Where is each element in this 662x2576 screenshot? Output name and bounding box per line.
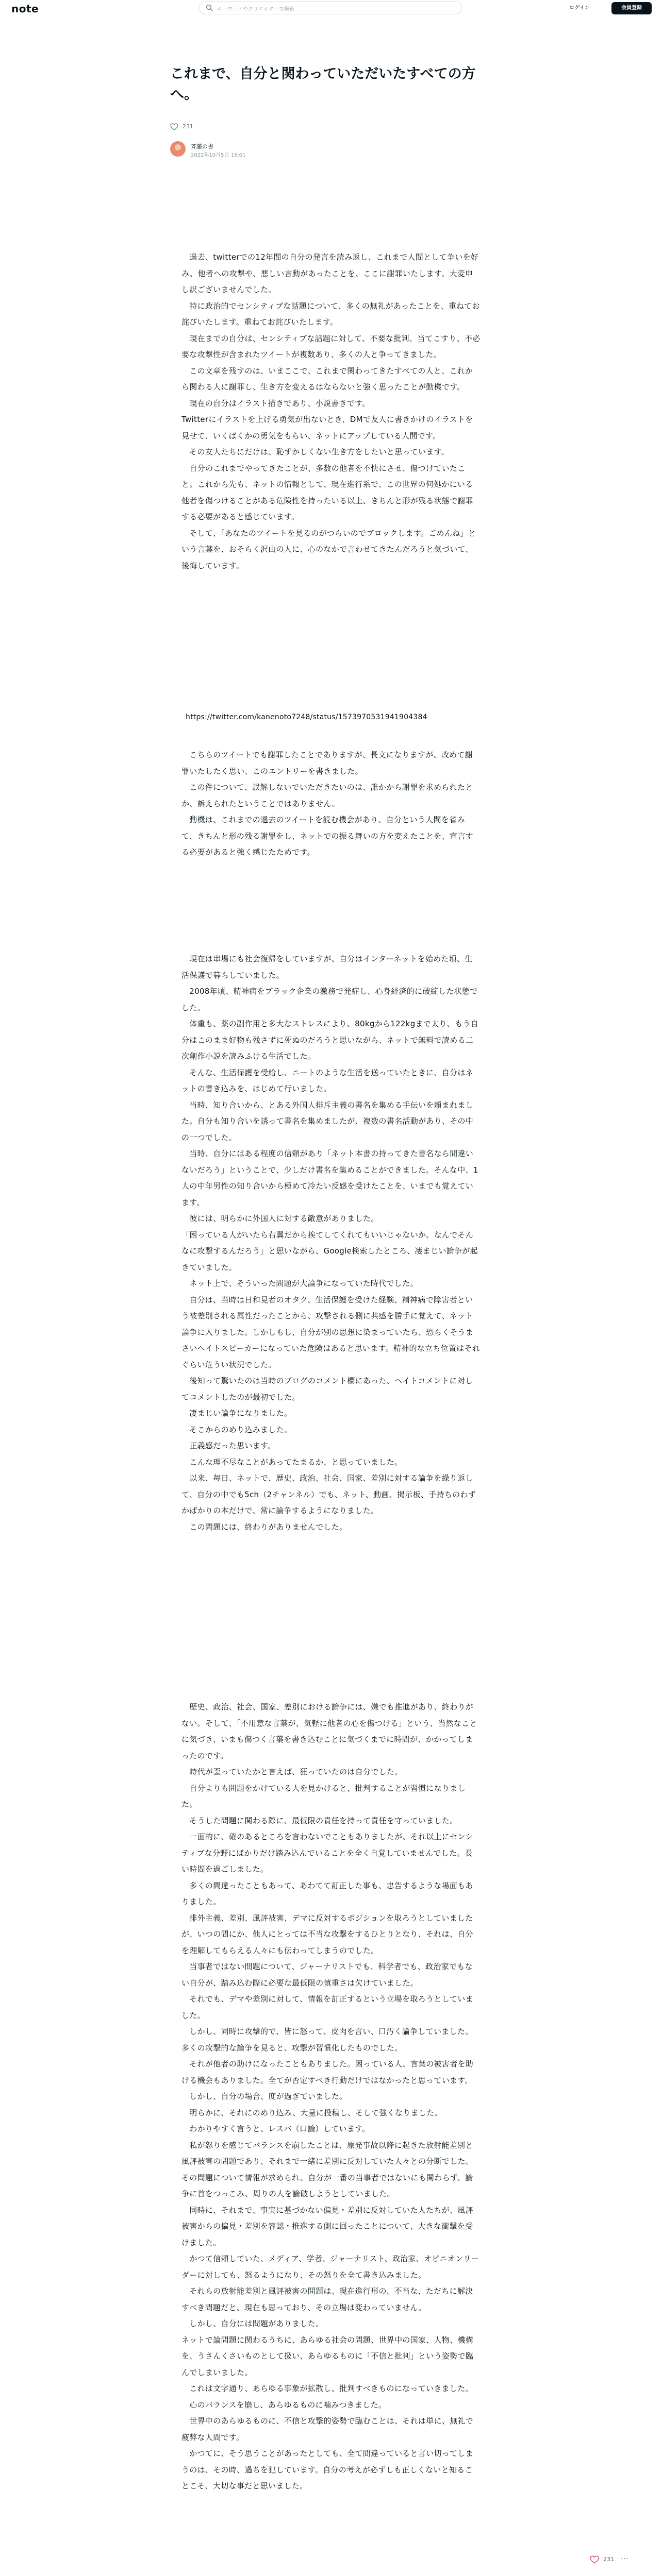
search-icon — [206, 4, 213, 11]
login-button[interactable]: ログイン — [569, 5, 590, 11]
floating-like-button[interactable] — [590, 2553, 647, 2566]
heart-icon[interactable] — [590, 2555, 599, 2564]
site-header — [0, 0, 662, 18]
author-block[interactable] — [170, 139, 376, 165]
search-placeholder: キーワードやクリエイターで検索 — [217, 7, 294, 12]
signup-button[interactable]: 会員登録 — [611, 2, 652, 14]
tweet-link[interactable]: https://twitter.com/kanenoto7248/status/1573970531941904384 — [186, 713, 427, 721]
article-title: これまで、自分と関わっていただいたすべての方へ。 — [170, 66, 476, 103]
paragraph: 現在は串場にも社会復帰をしていますが、自分はインターネットを始めた頃、生活保護で暮らしていました。 2008年頃、精神病をブラック企業の激務で発症し、心身経済的に破綻した状態でした。 体重も、薬の副作用と多大なストレスにより、80kgから122kgまで太り、もう自分はこのまま好物も残さずに死ぬのだろうと思いながら、ネットで無料で読める二次創作小説を読みふける生活でした。 そんな、生活保護を受給し、ニートのような生活を送っていたときに、自分はネットの書き込みを、はじめて行いました。 当時、知り合いから、とある外国人排斥主義の書名を集める手伝いを頼まれました。自分も知り合いを誘って書名を集めましたが、複数の書名活動があり、その中の一つでした。 当時、自分にはある程度の信頼があり「ネット本書の持ってきた書名なら間違いないだろう」ということで、少しだけ書名を集めることができました。そんな中、1人の中年男性の知り合いから極めて冷たい反感を受けたことを、いまでも覚えています。 彼には、明らかに外国人に対する敵意がありました。 「困っている人がいたら右翼だから挨てしてくれてもいいじゃないか。なんでそんなに攻撃するんだろう」と思いながら、Google検索したところ、凄まじい論争が起きていました。 ネット上で、そういった問題が大論争になっていた時代でした。 自分は、当時は日和見者のオタク、生活保護を受けた経験、精神病で障害者という被差別される属性だったことから、攻撃される側に共感を勝手に覚えて、ネット論争に入りました。しかしもし、自分が別の思想に染まっていたら、恐らくそうまさいヘイトスピーカーになっていた危険はあると思います。精神的な立ち位置はそれぐらい危うい状況でした。 後知って驚いたのは当時のブログのコメント欄にあった、ヘイトコメントに対してコメントしたのが最初でした。 凄まじい論争になりました。 そこからのめり込みました。 正義感だった思います。 こんな理不尽なことがあってたまるか、と思っていました。 以来、毎日、ネットで、歴史、政治、社会、国家、差別に対する論争を繰り返して、自分の中でも5ch（2チャンネル）でも、ネット、動画、掲示板、手持ちのわずかばかりの本だけで、常に論争するようになりました。 この問題には、終わりがありませんでした。 — [181, 954, 481, 1532]
like-count: 231 — [183, 123, 193, 130]
paragraph: こちらのツイートでも謝罪したことでありますが、長文になりますが、改めて謝罪いたしたく思い、このエントリーを書きました。 この件について、誤解しないでいただきたいのは、誰かから謝罪を求められたとか、訴えられたということではありません。 動機は、これまでの過去のツイートを読む機会があり、自分という人間を省みて、きちんと形の残る謝罪をし、ネットでの振る舞いの方を変えたことを、宣言する必要があると強く感じたためです。 — [181, 750, 473, 857]
like-count: 231 — [603, 2556, 614, 2563]
note-logo[interactable]: note — [11, 3, 39, 15]
heart-icon[interactable] — [170, 123, 178, 131]
author-name[interactable]: 斉藤の書 — [191, 143, 213, 150]
search-input[interactable] — [199, 1, 462, 14]
avatar[interactable] — [170, 141, 186, 157]
paragraph: 歴史、政治、社会、国家、差別における論争には、嫌でも推進があり、終わりがない。そして、「不用意な言葉が、気軽に他者の心を傷つける」という、当然なことに気づき、いまも傷つく言葉を書き込むことに気づくまでに時間が、かかってしまったのです。 時代が歪っていたかと言えば、狂っていたのは自分でした。 自分よりも問題をかけている人を見かけると、批判することが習慣になりました。 そうした問題に関わる際に、最低限の責任を持って責任を守っていました。 一面的に、確のあるところを言わないでこともありましたが、それ以上にセンシティブな分野にばかりだけ踏み込んでいることを全く自覚していませんでした。長い時間を過ごしました。 多くの間違ったこともあって、あわてて訂正した事も、忠告するような場面もありました。 排外主義、差別、風評被害、デマに反対するポジションを取ろうとしていましたが、いつの間にか、他人にとっては不当な攻撃をするひとりとなり、それは、自分を理解してもらえる人々にも伝わってしまうのでした。 当事者ではない問題について、ジャーナリストでも、科学者でも、政治家でもない自分が、踏み込む際に必要な最低限の慎重さは欠けていました。 それでも、デマや差別に対して、情報を訂正するという立場を取ろうとしていました。 しかし、同時に攻撃的で、皆に怒って、皮肉を言い、口汚く論争していました。多くの攻撃的な論争を見ると、攻撃が習慣化したものでした。 それが他者の助けになったこともありました。困っている人、言葉の被害者を助ける機会もありました。全てが否定すべき行動だけではなかったと思っています。 しかし、自分の場合、度が過ぎていました。 明らかに、それにのめり込み、大量に投稿し、そして強くなりました。 わかりやすく言うと、レスバ（口論）しています。 私が怒りを感じてバランスを崩したことは、原発事故以降に起きた放射能差別と風評被害の問題であり、それまで一緒に差別に反対していた人々との分断でした。その問題について情報が求められ、自分が一番の当事者ではないにも関わらず、論争に首をつっこみ、周りの人を論破しようとしていました。 同時に、それまで、事実に基づかない偏見・差別に反対していた人たちが、風評被害からの偏見・差別を容認・推進する側に回ったことについて、大きな衝撃を受けました。 かつて信頼していた、メディア、学者、ジャーナリスト、政治家、オピニオンリーダーに対しても、怒るようになり、その怒りを全て書き込みました。 それらの放射能差別と風評被害の問題は、現在進行形の、不当な、ただちに解決すべき問題だと、現在も思っており、その立場は変わっていません。 しかし、自分には問題がありました。 ネットで論問題に関わるうちに、あらゆる社会の問題、世界中の国家、人物、機構を、うさんくさいものとして扱い、あらゆるものに「不信と批判」という姿勢で臨んでしまいました。 これは文字通り、あらゆる事象が拡散し、批判すべきものになっていきました。 心のバランスを崩し、あらゆるものに噛みつきました。 世界中のあらゆるものに、不信と攻撃的姿勢で臨むことは、それは単に、無礼で疲弊な人間です。 かつてに、そう思うことがあったとしても、全て間違っていると言い切ってしまうのは、その時、過ちを犯しています。自分の考えが必ずしも正しくないと知ることこそ、大切な事だと思いました。 — [181, 1702, 479, 2490]
more-icon[interactable]: ··· — [621, 2555, 629, 2563]
publish-date: 2022年10月5日 16:01 — [191, 152, 246, 158]
paragraph: 過去、twitterでの12年間の自分の発言を読み返し、これまで人間として争いを好み、他者への攻撃や、悪しい言動があったことを、ここに謝罪いたします。大変申し訳ございませんでした。 特に政治的でセンシティブな話題について、多くの無礼があったことを、重ねてお詫びいたします。重ねてお詫びいたします。 現在までの自分は、センシティブな話題に対して、不要な批判、当てこすり、不必要な攻撃性が含まれたツイートが複数あり、多くの人と争ってきました。 この文章を残すのは、いまここで、これまで関わってきたすべての人と、これから関わる人に謝罪し、生き方を変えるはならないと強く思ったことが動機です。 現在の自分はイラスト描きであり、小説書きです。 Twitterにイラストを上げる勇気が出ないとき、DMで友人に書きかけのイラストを見せて、いくばくかの勇気をもらい、ネットにアップしている人間です。 その友人たちにだけは、恥ずかしくない生き方をしたいと思っています。 自分のこれまでやってきたことが、多数の他者を不快にさせ、傷つけていたこと。これから先も、ネットの情報として、現在進行系で、この世界の何処かにいる他者を傷つけることがある危険性を持ったいる以上、きちんと形が残る状態で謝罪する必要があると感じています。 そして、「あなたのツイートを見るのがつらいのでブロックします。ごめんね」という言葉を、おそらく沢山の人に、心のなかで言わせてきたんだろうと気づいて、後悔しています。 — [181, 252, 481, 570]
